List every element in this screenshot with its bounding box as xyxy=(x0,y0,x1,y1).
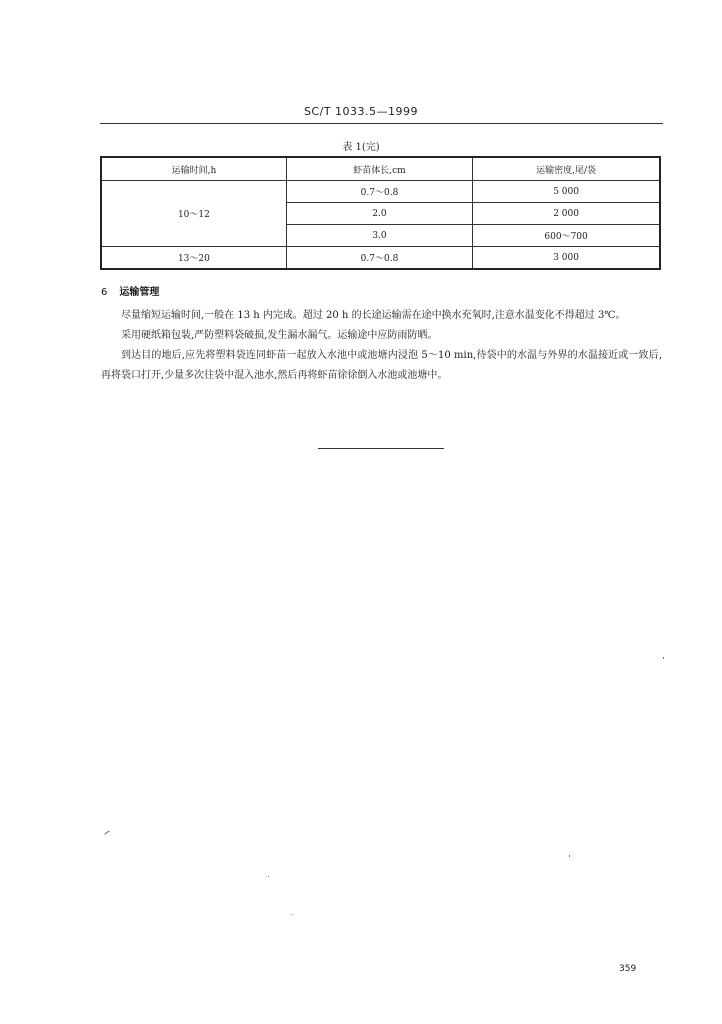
scan-speck xyxy=(663,657,664,659)
paragraph: 到达目的地后,应先将塑料袋连同虾苗一起放入水池中或池塘内浸泡 5～10 min,待袋中的水温与外界的水温接近或一致后,再将袋口打开,少量多次往袋中混入池水,然后再将虾苗徐徐倒入水池或池塘中。 xyxy=(101,350,662,381)
column-header-density: 运输密度,尾/袋 xyxy=(473,157,660,181)
column-header-length: 虾苗体长,cm xyxy=(286,157,472,181)
cell-density: 600～700 xyxy=(473,225,660,247)
cell-time: 10～12 xyxy=(101,181,286,247)
table-caption: 表 1(完) xyxy=(342,142,380,153)
transport-density-table xyxy=(100,156,661,270)
header-rule xyxy=(100,123,663,124)
table-header-row xyxy=(101,157,660,181)
column-header-time: 运输时间,h xyxy=(101,157,286,181)
table-row xyxy=(101,181,660,203)
scan-speck xyxy=(268,876,269,877)
cell-density: 3 000 xyxy=(473,247,660,270)
cell-density: 5 000 xyxy=(473,181,660,203)
paragraph: 采用硬纸箱包装,严防塑料袋破损,发生漏水漏气。运输途中应防雨防晒。 xyxy=(121,330,438,341)
section-body xyxy=(101,306,662,386)
standard-code-header: SC/T 1033.5—1999 xyxy=(303,105,419,118)
cell-length: 2.0 xyxy=(286,203,472,225)
table-row xyxy=(101,247,660,270)
scan-speck xyxy=(291,914,292,915)
section-heading xyxy=(101,283,159,298)
page-number: 359 xyxy=(619,964,637,974)
cell-density: 2 000 xyxy=(473,203,660,225)
section-number: 6 xyxy=(101,287,108,298)
scan-speck xyxy=(569,855,570,857)
section-title: 运输管理 xyxy=(119,287,160,298)
cell-time: 13～20 xyxy=(101,247,286,270)
scan-speck xyxy=(104,830,109,834)
paragraph: 尽量缩短运输时间,一般在 13 h 内完成。超过 20 h 的长途运输需在途中换水充氧时,注意水温变化不得超过 3℃。 xyxy=(121,310,626,321)
cell-length: 3.0 xyxy=(286,225,472,247)
end-of-standard-rule xyxy=(318,448,444,449)
cell-length: 0.7～0.8 xyxy=(286,181,472,203)
cell-length: 0.7～0.8 xyxy=(286,247,472,270)
